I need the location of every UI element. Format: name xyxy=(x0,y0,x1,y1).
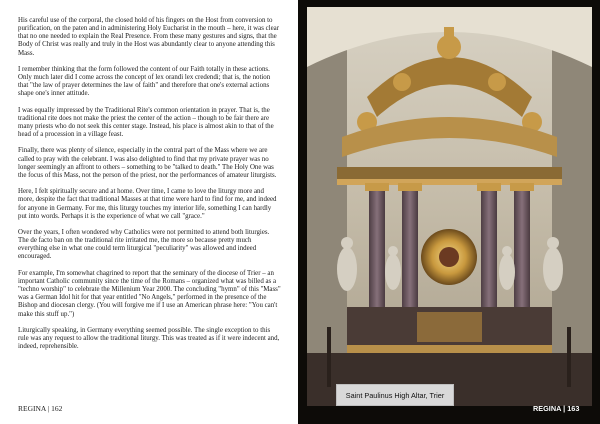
paragraph: His careful use of the corporal, the closed hold of his fingers on the Host from conversion to purification, on the paten and in administering Holy Eucharist in the mouth – here, it was clear that no one needed to explain the Real Presence. From these many gestures and signs, that the Body of Christ was really and truly in the Host was abundantly clear to anyone attending this Mass. xyxy=(18,17,280,57)
left-page xyxy=(0,0,296,424)
paragraph: Here, I felt spiritually secure and at home. Over time, I came to love the liturgy more and more, despite the fact that traditional Masses at that time were hard to find for me, and indeed for anyone in Germany. For me, this liturgy touches my interior life, something I can hardly put into words. Perhaps it is the experience of what we call "grace." xyxy=(18,188,277,220)
paragraph: Finally, there was plenty of silence, especially in the central part of the Mass where we are called to pray with the celebrant. I was also delighted to find that my private prayer was no longer seemingly an affront to others – something to be "talked to death." The Holy One was the focus of this Mass, not the person of the priest, nor the performances of amateur liturgists. xyxy=(18,147,277,179)
paragraph: I remember thinking that the form followed the content of our Faith totally in these actions. Only much later did I come across the concept of lex orandi lex credendi; that is, the notion that "the law of prayer determines the law of faith" and therefore that one's external actions shape one's inner attitude. xyxy=(18,65,271,98)
page-footer-right: REGINA | 163 xyxy=(533,404,580,413)
paragraph: For example, I'm somewhat chagrined to report that the seminary of the diocese of Trier – an important Catholic community since the time of the Romans – organized what was billed as a "techno worship" to celebrate the Millenium Year 2000. The concluding "hymn" of this "Mass" was a German Idol hit for that year entitled "No Angels," performed in the presence of the Bishop and diocesan clergy. (You will forgive me if I use an American phrase here: "You can't make this stuff up.") xyxy=(18,269,281,318)
paragraph: Liturgically speaking, in Germany everything seemed possible. The single exception to this rule was any request to allow the traditional liturgy. This was treated as if it were indecent and, indeed, reprehensible. xyxy=(18,326,280,351)
right-page xyxy=(298,0,600,424)
altar-photo xyxy=(307,7,592,406)
paragraph: I was equally impressed by the Traditional Rite's common orientation in prayer. That is, the traditional rite does not make the priest the center of the action – though to be fair there are many priests who do not seek this center stage. Instead, his place is almost akin to that of the head of a procession in a village feast. xyxy=(18,106,274,139)
page-footer-left: REGINA | 162 xyxy=(18,404,63,413)
altar-illustration xyxy=(307,7,592,406)
paragraph: Over the years, I often wondered why Catholics were not permitted to attend both liturgies. The de facto ban on the traditional rite irritated me, the more so because pretty much everything else in what one could term liturgical "peculiarity" was allowed and indeed encouraged. xyxy=(18,228,270,261)
body-text xyxy=(18,17,281,359)
photo-caption: Saint Paulinus High Altar, Trier xyxy=(336,384,454,406)
